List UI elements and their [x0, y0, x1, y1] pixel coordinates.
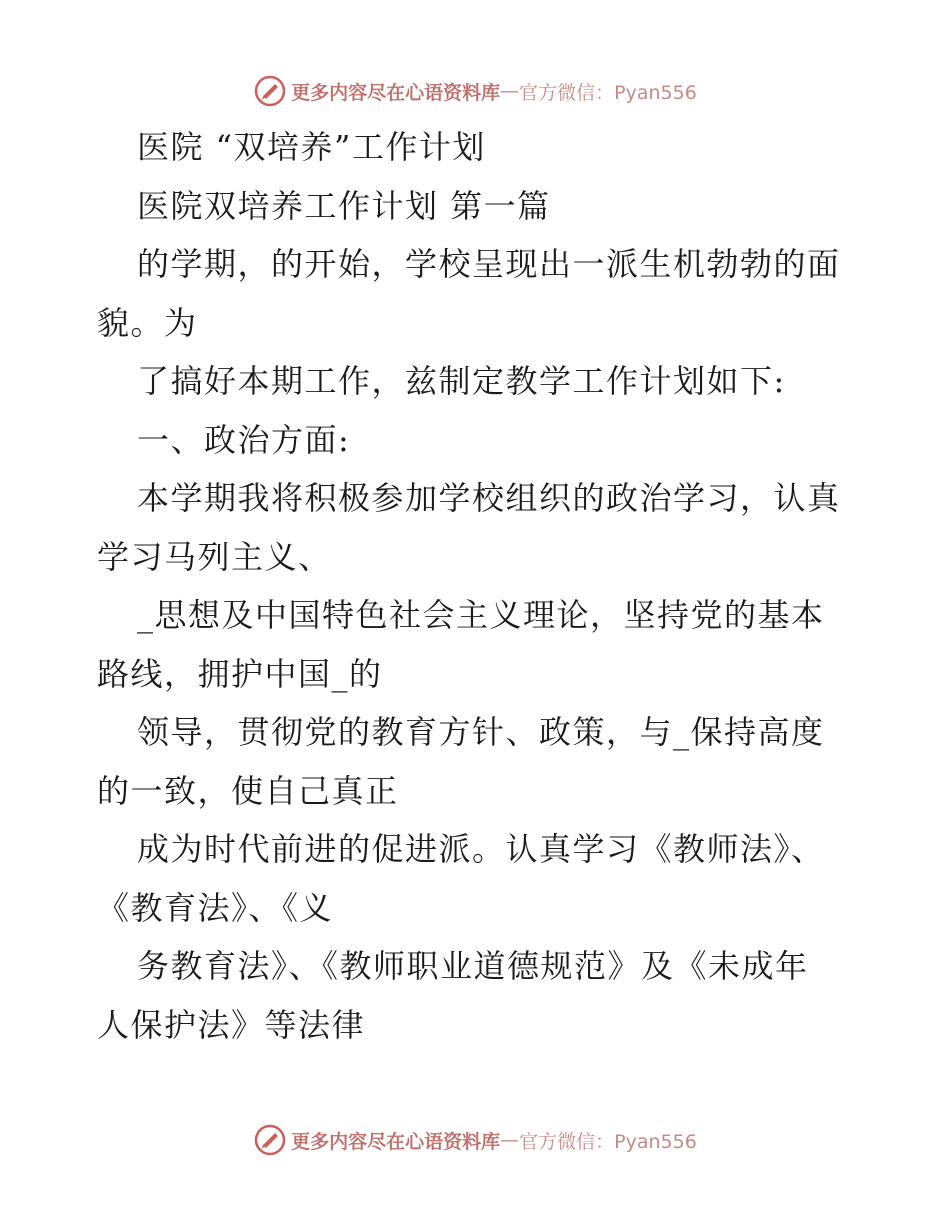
watermark-brand: 更多内容尽在心语资料库 — [291, 1130, 501, 1153]
document-title: 医院 “双培养”工作计划 — [137, 128, 486, 166]
paragraph-line: 《教育法》、《义 — [97, 888, 334, 927]
brand-logo-icon — [253, 74, 287, 108]
paragraph-line: 路线，拥护中国_的 — [97, 654, 383, 693]
section-heading: 一、政治方面: — [137, 420, 351, 459]
watermark-separator: — — [500, 1129, 520, 1151]
document-subtitle: 医院双培养工作计划 第一篇 — [137, 186, 551, 225]
paragraph-line: 领导，贯彻党的教育方针、政策，与_保持高度 — [137, 713, 825, 751]
paragraph-line: 的一致，使自己真正 — [97, 771, 399, 810]
paragraph-line: 成为时代前进的促进派。认真学习《教师法》、 — [137, 830, 825, 868]
watermark-separator: — — [500, 80, 520, 102]
watermark-footer — [0, 1120, 950, 1160]
paragraph-line: 学习马列主义、 — [97, 537, 332, 576]
document-body — [97, 118, 857, 1054]
watermark-contact: 官方微信：Pyan556 — [519, 81, 697, 104]
paragraph-line: _思想及中国特色社会主义理论，坚持党的基本 — [137, 596, 825, 634]
paragraph-line: 务教育法》、《教师职业道德规范》及《未成年 — [137, 947, 809, 985]
paragraph-line: 貌。为 — [97, 303, 198, 342]
watermark-contact: 官方微信：Pyan556 — [519, 1130, 697, 1153]
paragraph-line: 了搞好本期工作，兹制定教学工作计划如下: — [137, 362, 786, 400]
paragraph-line: 的学期，的开始，学校呈现出一派生机勃勃的面 — [137, 245, 841, 283]
watermark-header — [0, 71, 950, 111]
brand-logo-icon — [253, 1123, 287, 1157]
paragraph-line: 人保护法》等法律 — [97, 1005, 366, 1044]
watermark-brand: 更多内容尽在心语资料库 — [291, 81, 501, 104]
paragraph-line: 本学期我将积极参加学校组织的政治学习，认真 — [137, 479, 841, 517]
